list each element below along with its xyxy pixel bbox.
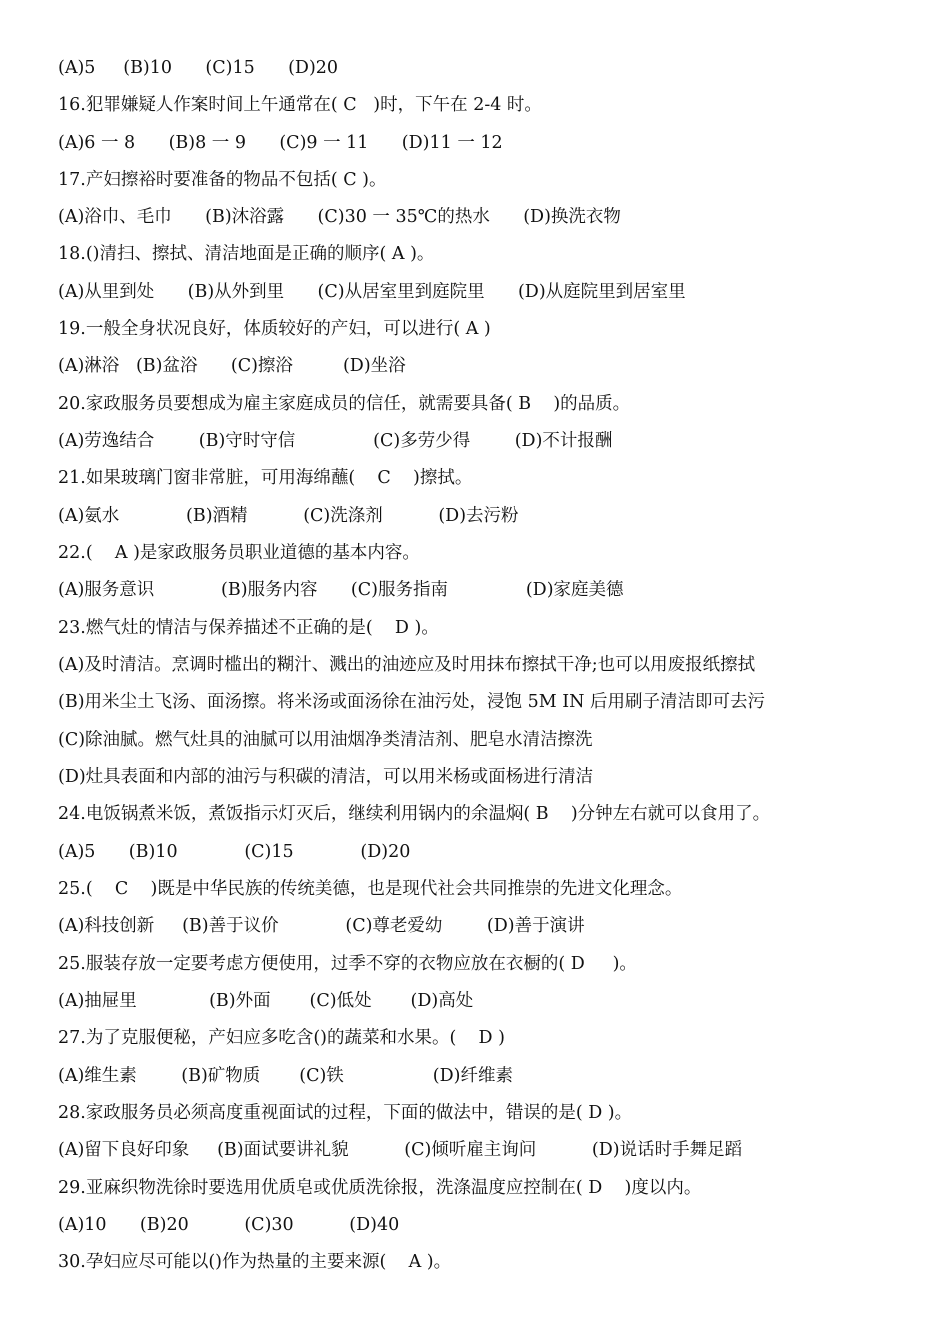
question-text: 17.产妇擦裕时要准备的物品不包括( C )。 — [58, 170, 387, 190]
question-text: 27.为了克服便秘，产妇应多吃含()的蔬菜和水果。( D ) — [58, 1028, 505, 1048]
answer-options: (A)劳逸结合 (B)守时守信 (C)多劳少得 (D)不计报酬 — [58, 431, 613, 451]
answer-options: (A)抽屉里 (B)外面 (C)低处 (D)高处 — [58, 991, 474, 1011]
answer-options: (A)及时清洁。烹调时槛出的糊汁、溅出的油迹应及时用抹布擦拭干净;也可以用废报纸擦拭 — [58, 655, 756, 675]
question-text: 23.燃气灶的情洁与保养描述不正确的是( D )。 — [58, 618, 439, 638]
question-text: 28.家政服务员必须高度重视面试的过程，下面的做法中，错误的是( D )。 — [58, 1103, 633, 1123]
answer-options: (A)10 (B)20 (C)30 (D)40 — [58, 1215, 400, 1235]
answer-options: (A)浴巾、毛巾 (B)沐浴露 (C)30 一 35℃的热水 (D)换洗衣物 — [58, 207, 621, 227]
answer-options: (A)5 (B)10 (C)15 (D)20 — [58, 842, 411, 862]
answer-options: (A)淋浴 (B)盆浴 (C)擦浴 (D)坐浴 — [58, 356, 406, 376]
question-text: 16.犯罪嫌疑人作案时间上午通常在( C )时，下午在 2-4 时。 — [58, 95, 542, 115]
question-text: 18.()清扫、擦拭、清洁地面是正确的顺序( A )。 — [58, 244, 435, 264]
answer-options: (A)科技创新 (B)善于议价 (C)尊老爱幼 (D)善于演讲 — [58, 916, 585, 936]
question-text: 22.( A )是家政服务员职业道德的基本内容。 — [58, 543, 420, 563]
question-text: 21.如果玻璃门窗非常脏，可用海绵蘸( C )擦拭。 — [58, 468, 473, 488]
answer-options: (A)留下良好印象 (B)面试要讲礼貌 (C)倾听雇主询问 (D)说话时手舞足蹈 — [58, 1140, 743, 1160]
answer-options: (A)服务意识 (B)服务内容 (C)服务指南 (D)家庭美德 — [58, 580, 624, 600]
answer-options: (A)从里到处 (B)从外到里 (C)从居室里到庭院里 (D)从庭院里到居室里 — [58, 282, 686, 302]
answer-options: (D)灶具表面和内部的油污与积碳的清洁，可以用米杨或面杨进行清洁 — [58, 767, 594, 787]
question-text: 19.一般全身状况良好，体质较好的产妇，可以进行( A ) — [58, 319, 491, 339]
answer-options: (A)氨水 (B)酒精 (C)洗涤剂 (D)去污粉 — [58, 506, 519, 526]
question-text: 20.家政服务员要想成为雇主家庭成员的信任，就需要具备( B )的品质。 — [58, 394, 631, 414]
question-text: 30.孕妇应尽可能以()作为热量的主要来源( A )。 — [58, 1252, 452, 1272]
answer-options: (C)除油腻。燃气灶具的油腻可以用油烟净类清洁剂、肥皂水清洁擦洗 — [58, 730, 593, 750]
answer-options: (B)用米尘土飞汤、面汤擦。将米汤或面汤徐在油污处，浸饱 5M IN 后用刷子清洁即可去污 — [58, 692, 765, 712]
text-line: (A)5 (B)10 (C)15 (D)20 — [58, 58, 339, 78]
answer-options: (A)6 一 8 (B)8 一 9 (C)9 一 11 (D)11 一 12 — [58, 133, 503, 153]
question-text: 25.服装存放一定要考虑方便使用，过季不穿的衣物应放在衣橱的( D )。 — [58, 954, 637, 974]
question-text: 25.( C )既是中华民族的传统美德，也是现代社会共同推崇的先进文化理念。 — [58, 879, 683, 899]
answer-options: (A)维生素 (B)矿物质 (C)铁 (D)纤维素 — [58, 1066, 513, 1086]
question-text: 24.电饭锅煮米饭，煮饭指示灯灭后，继续利用锅内的余温焖( B )分钟左右就可以食用了。 — [58, 804, 771, 824]
question-text: 29.亚麻织物洗徐时要选用优质皂或优质洗徐报，洗涤温度应控制在( D )度以内。 — [58, 1178, 702, 1198]
